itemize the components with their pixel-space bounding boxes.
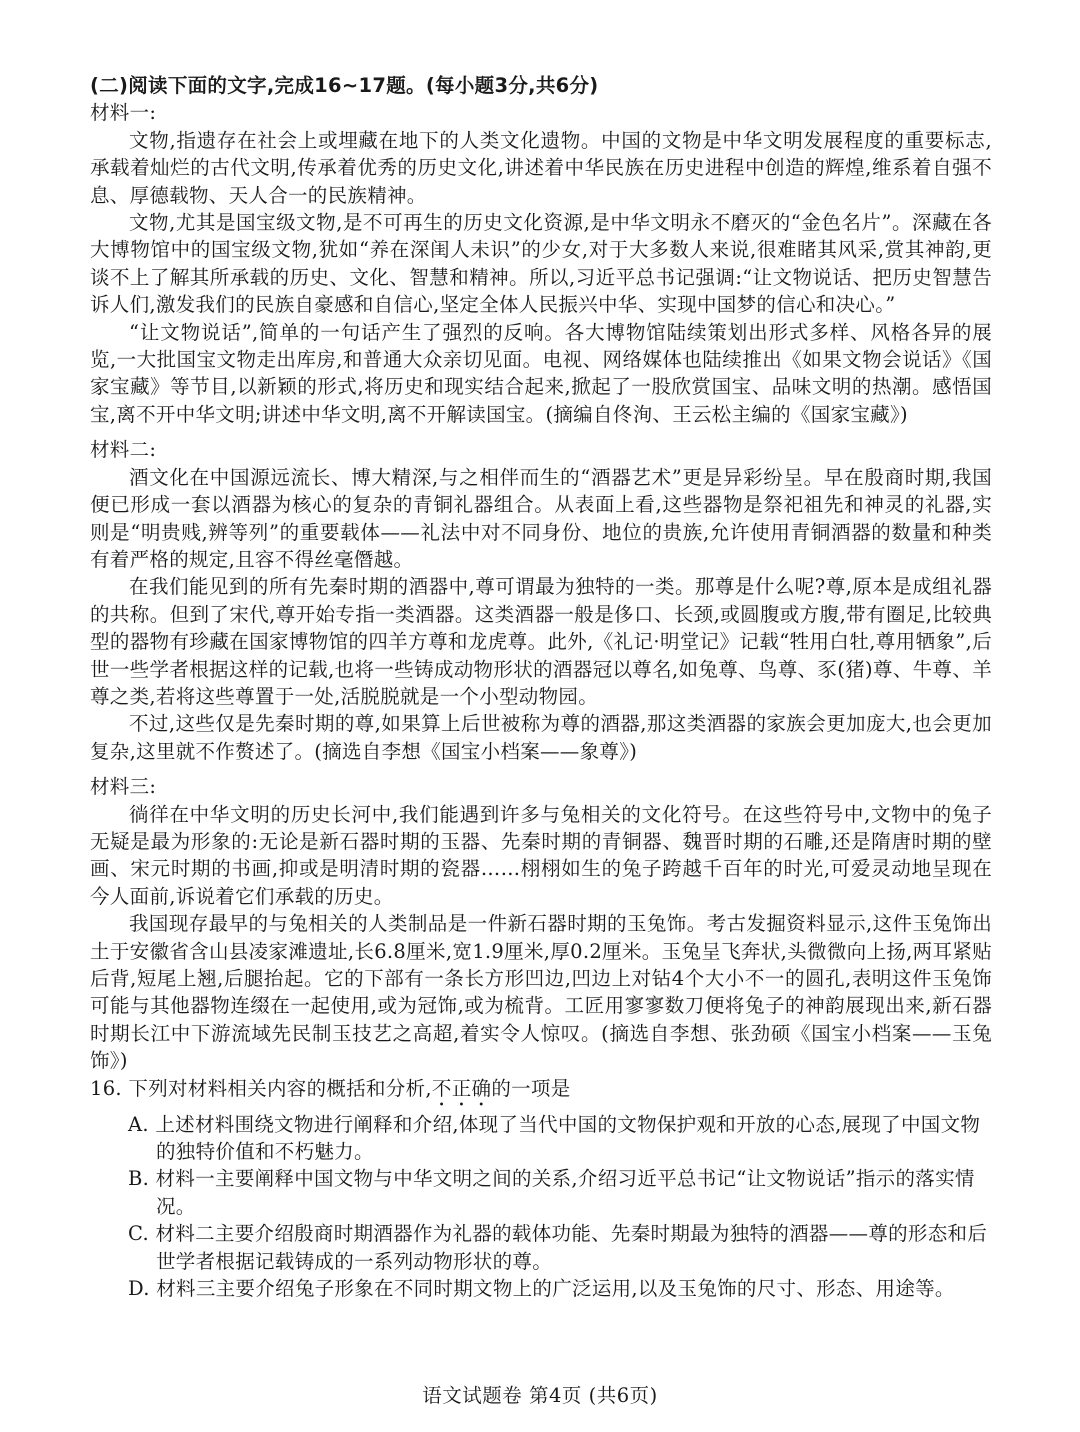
option-b: B. 材料一主要阐释中国文物与中华文明之间的关系,介绍习近平总书记“让文物说话”指示的落实情况。 <box>128 1167 975 1218</box>
material-3-paragraph: 我国现存最早的与兔相关的人类制品是一件新石器时期的玉兔饰。考古发掘资料显示,这件玉兔饰出土于安徽省含山县凌家滩遗址,长6.8厘米,宽1.9厘米,厚0.2厘米。玉兔呈飞奔状,头微微向上扬,两耳紧贴后背,短尾上翘,后腿抬起。它的下部有一条长方形凹边,凹边上对钻4个大小不一的圆孔,表明这件玉兔饰可能与其他器物连缀在一起使用,或为冠饰,或为梳背。工匠用寥寥数刀便将兔子的神韵展现出来,新石器时期长江中下游流域先民制玉技艺之高超,着实令人惊叹。(摘选自李想、张劲硕《国宝小档案——玉兔饰》) <box>90 912 992 1073</box>
material-2-paragraph: 酒文化在中国源远流长、博大精深,与之相伴而生的“酒器艺术”更是异彩纷呈。早在殷商时期,我国便已形成一套以酒器为核心的复杂的青铜礼器组合。从表面上看,这些器物是祭祀祖先和神灵的礼器,实则是“明贵贱,辨等列”的重要载体——礼法中对不同身份、地位的贵族,允许使用青铜酒器的数量和种类有着严格的规定,且容不得丝毫僭越。 <box>90 465 992 571</box>
exam-page <box>90 72 992 1302</box>
emphasis-not-correct: 不正确 <box>431 1076 492 1100</box>
page-footer: 语文试题卷 第4页 (共6页) <box>422 1384 658 1407</box>
question-16-options <box>128 1111 992 1303</box>
material-2-paragraph: 不过,这些仅是先秦时期的尊,如果算上后世被称为尊的酒器,那这类酒器的家族会更加庞大,也会更加复杂,这里就不作赘述了。(摘选自李想《国宝小档案——象尊》) <box>90 712 992 763</box>
material-1-paragraph: “让文物说话”,简单的一句话产生了强烈的反响。各大博物馆陆续策划出形式多样、风格各异的展览,一大批国宝文物走出库房,和普通大众亲切见面。电视、网络媒体也陆续推出《如果文物会说话》《国家宝藏》等节目,以新颖的形式,将历史和现实结合起来,掀起了一股欣赏国宝、品味文明的热潮。感悟国宝,离不开中华文明;讲述中华文明,离不开解读国宝。(摘编自佟洵、王云松主编的《国家宝藏》) <box>90 320 992 426</box>
material-1-label: 材料一: <box>90 101 157 125</box>
material-1-paragraph: 文物,尤其是国宝级文物,是不可再生的历史文化资源,是中华文明永不磨灭的“金色名片”。深藏在各大博物馆中的国宝级文物,犹如“养在深闺人未识”的少女,对于大多数人来说,很难睹其风采,赏其神韵,更谈不上了解其所承载的历史、文化、智慧和精神。所以,习近平总书记强调:“让文物说话、把历史智慧告诉人们,激发我们的民族自豪感和自信心,坚定全体人民振兴中华、实现中国梦的信心和决心。” <box>90 211 992 317</box>
material-3-paragraph: 徜徉在中华文明的历史长河中,我们能遇到许多与兔相关的文化符号。在这些符号中,文物中的兔子无疑是最为形象的:无论是新石器时期的玉器、先秦时期的青铜器、魏晋时期的石雕,还是隋唐时期的壁画、宋元时期的书画,抑或是明清时期的瓷器……栩栩如生的兔子跨越千百年的时光,可爱灵动地呈现在今人面前,诉说着它们承载的历史。 <box>90 802 992 908</box>
material-1-paragraph: 文物,指遗存在社会上或埋藏在地下的人类文化遗物。中国的文物是中华文明发展程度的重要标志,承载着灿烂的古代文明,传承着优秀的历史文化,讲述着中华民族在历史进程中创造的辉煌,维系着自强不息、厚德载物、天人合一的民族精神。 <box>90 128 992 207</box>
option-a: A. 上述材料围绕文物进行阐释和介绍,体现了当代中国的文物保护观和开放的心态,展现了中国文物的独特价值和不朽魅力。 <box>128 1112 981 1164</box>
section-heading: (二)阅读下面的文字,完成16~17题。(每小题3分,共6分) <box>90 74 599 97</box>
question-stem-end: 的一项是 <box>491 1076 571 1100</box>
material-2-label: 材料二: <box>90 438 157 462</box>
option-d: D. 材料三主要介绍兔子形象在不同时期文物上的广泛运用,以及玉兔饰的尺寸、形态、用途等。 <box>128 1277 955 1301</box>
question-16-stem <box>90 1075 992 1111</box>
option-c: C. 材料二主要介绍殷商时期酒器作为礼器的载体功能、先秦时期最为独特的酒器——尊的形态和后世学者根据记载铸成的一系列动物形状的尊。 <box>128 1222 988 1273</box>
material-3-label: 材料三: <box>90 775 157 799</box>
question-stem-start: 16. 下列对材料相关内容的概括和分析, <box>90 1076 432 1100</box>
material-2-paragraph: 在我们能见到的所有先秦时期的酒器中,尊可谓最为独特的一类。那尊是什么呢?尊,原本是成组礼器的共称。但到了宋代,尊开始专指一类酒器。这类酒器一般是侈口、长颈,或圆腹或方腹,带有圈足,比较典型的器物有珍藏在国家博物馆的四羊方尊和龙虎尊。此外,《礼记·明堂记》记载“牲用白牡,尊用牺象”,后世一些学者根据这样的记载,也将一些铸成动物形状的酒器冠以尊名,如兔尊、鸟尊、豕(猪)尊、牛尊、羊尊之类,若将这些尊置于一处,活脱脱就是一个小型动物园。 <box>90 575 992 708</box>
